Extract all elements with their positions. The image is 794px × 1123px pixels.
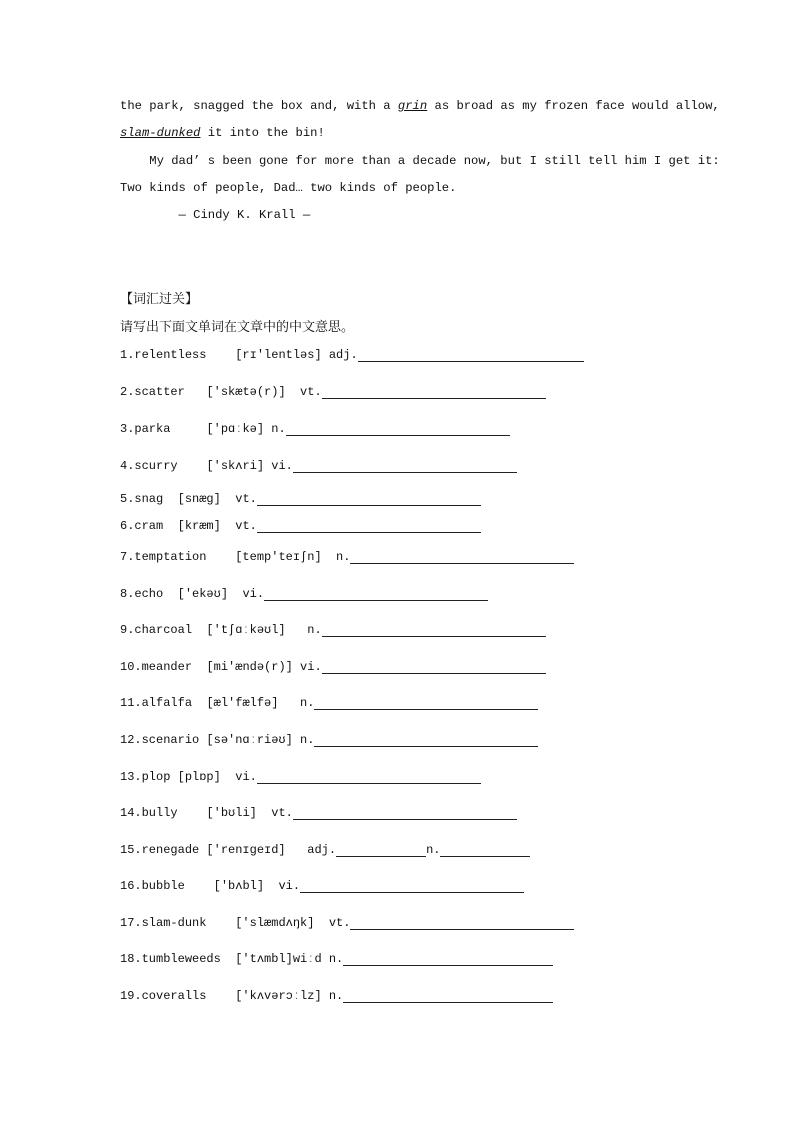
vocab-word: parka — [134, 422, 171, 436]
answer-blank[interactable] — [322, 661, 546, 674]
vocab-word: coveralls — [141, 989, 207, 1003]
vocab-word: scenario — [141, 733, 200, 747]
vocab-item — [120, 768, 481, 784]
answer-blank[interactable] — [350, 917, 574, 930]
vocab-item — [120, 987, 553, 1003]
vocab-part-of-speech: n. — [285, 623, 322, 637]
vocab-word: alfalfa — [141, 696, 193, 710]
vocab-word: plop — [141, 770, 171, 784]
answer-blank[interactable] — [257, 520, 481, 533]
vocab-phonetic: ['skʌri] — [206, 459, 265, 473]
vocab-spacer — [206, 348, 235, 362]
vocab-spacer — [199, 843, 206, 857]
vocab-item — [120, 950, 553, 966]
vocab-number: 2. — [120, 385, 135, 399]
vocab-part-of-speech: vt. — [256, 806, 293, 820]
vocab-phonetic: [rɪ'lentləs] — [235, 348, 322, 362]
answer-blank[interactable] — [440, 844, 530, 857]
vocab-part-of-speech: n. — [292, 733, 315, 747]
vocab-number: 4. — [120, 459, 135, 473]
answer-blank[interactable] — [322, 386, 546, 399]
vocab-number: 10. — [120, 660, 142, 674]
answer-blank[interactable] — [358, 349, 584, 362]
vocab-number: 1. — [120, 348, 135, 362]
vocab-phonetic: ['tʃɑːkəʊl] — [206, 623, 286, 637]
vocab-phonetic: [kræm] — [177, 519, 221, 533]
vocab-spacer — [178, 806, 207, 820]
vocab-item — [120, 914, 574, 930]
vocab-part-of-speech: vt. — [220, 492, 257, 506]
vocab-word: echo — [134, 587, 164, 601]
vocab-spacer — [206, 989, 235, 1003]
vocab-phonetic: ['renɪgeɪd] — [206, 843, 286, 857]
vocab-spacer — [163, 492, 177, 506]
vocab-item — [120, 658, 546, 674]
vocab-word: scurry — [134, 459, 178, 473]
vocab-phonetic: ['bʌbl] — [213, 879, 265, 893]
vocab-part-of-speech: adj. — [285, 843, 337, 857]
vocab-word: renegade — [141, 843, 200, 857]
answer-blank[interactable] — [336, 844, 426, 857]
vocab-number: 7. — [120, 550, 135, 564]
passage-line-2 — [120, 125, 325, 141]
vocab-item — [120, 548, 574, 564]
vocab-number: 13. — [120, 770, 142, 784]
vocab-number: 3. — [120, 422, 135, 436]
vocab-spacer — [192, 660, 206, 674]
vocab-phonetic: ['slæmdʌŋk] — [235, 916, 315, 930]
answer-blank[interactable] — [343, 953, 553, 966]
vocab-part-of-speech: n. — [321, 550, 351, 564]
vocab-phonetic: [sə'nɑːriəʊ] — [206, 733, 293, 747]
vocab-word: temptation — [134, 550, 207, 564]
answer-blank[interactable] — [343, 990, 553, 1003]
vocab-part-of-speech: adj. — [321, 348, 358, 362]
vocab-part-of-speech: n. — [264, 422, 286, 436]
answer-blank[interactable] — [293, 460, 517, 473]
vocab-spacer — [221, 952, 235, 966]
vocab-phonetic: [æl'fælfə] — [206, 696, 279, 710]
vocab-word: scatter — [134, 385, 185, 399]
vocab-phonetic: ['bʊli] — [206, 806, 257, 820]
vocab-phonetic: ['tʌmbl]wiːd — [235, 952, 322, 966]
vocab-item — [120, 420, 510, 436]
vocab-spacer — [170, 422, 206, 436]
vocab-spacer — [178, 459, 207, 473]
vocab-item — [120, 585, 488, 601]
section-instruction: 请写出下面文单词在文章中的中文意思。 — [120, 320, 355, 335]
vocab-part-of-speech: vi. — [220, 770, 257, 784]
vocab-item — [120, 731, 538, 747]
vocab-part-of-speech: n. — [321, 989, 344, 1003]
answer-blank[interactable] — [257, 493, 481, 506]
vocab-number: 16. — [120, 879, 142, 893]
vocab-number: 14. — [120, 806, 142, 820]
vocab-item — [120, 694, 538, 710]
vocab-number: 18. — [120, 952, 142, 966]
vocab-item — [120, 621, 546, 637]
vocab-number: 15. — [120, 843, 142, 857]
answer-blank[interactable] — [300, 880, 524, 893]
answer-blank[interactable] — [264, 588, 488, 601]
vocab-phonetic: [temp'teɪʃn] — [235, 550, 322, 564]
vocab-item — [120, 804, 517, 820]
vocab-word: tumbleweeds — [141, 952, 221, 966]
vocab-item — [120, 383, 546, 399]
vocab-part-of-speech: vi. — [228, 587, 265, 601]
vocab-spacer — [199, 733, 206, 747]
vocab-spacer — [163, 519, 177, 533]
vocab-word: snag — [134, 492, 164, 506]
vocab-phonetic: ['kʌvərɔːlz] — [235, 989, 322, 1003]
vocab-phonetic: [mi'ændə(r)] — [206, 660, 293, 674]
vocab-part-of-speech: vi. — [264, 459, 293, 473]
answer-blank[interactable] — [314, 697, 538, 710]
vocab-number: 6. — [120, 519, 135, 533]
vocab-word: bully — [141, 806, 178, 820]
vocab-spacer — [163, 587, 177, 601]
vocab-part-of-speech: vt. — [285, 385, 322, 399]
vocab-word: slam-dunk — [141, 916, 207, 930]
passage-text: as broad as my frozen face would allow, — [427, 99, 720, 113]
vocab-part-of-speech: vt. — [314, 916, 351, 930]
vocab-phonetic: [plɒp] — [177, 770, 221, 784]
answer-blank[interactable] — [286, 423, 510, 436]
vocab-spacer — [185, 879, 214, 893]
highlighted-word: slam-dunked — [120, 126, 201, 140]
vocab-part-of-speech: vi. — [292, 660, 322, 674]
vocab-spacer — [206, 916, 235, 930]
vocab-spacer — [192, 623, 206, 637]
vocab-number: 12. — [120, 733, 142, 747]
answer-blank[interactable] — [350, 551, 574, 564]
vocab-phonetic: ['ekəʊ] — [177, 587, 229, 601]
vocab-part-of-speech: vi. — [264, 879, 301, 893]
vocab-item — [120, 490, 481, 506]
vocab-part-of-speech: n. — [278, 696, 315, 710]
vocab-word: meander — [141, 660, 193, 674]
passage-text: it into the bin! — [200, 126, 325, 140]
vocab-item — [120, 877, 524, 893]
section-title: 【词汇过关】 — [120, 292, 199, 307]
signature: — Cindy K. Krall — — [120, 208, 311, 222]
vocab-part-of-speech: vt. — [220, 519, 257, 533]
vocab-phonetic: ['skætə(r)] — [206, 385, 286, 399]
vocab-part-of-speech: n. — [321, 952, 344, 966]
vocab-number: 19. — [120, 989, 142, 1003]
vocab-number: 9. — [120, 623, 135, 637]
vocab-word: bubble — [141, 879, 185, 893]
passage-line-4: Two kinds of people, Dad… two kinds of people. — [120, 181, 457, 195]
passage-line-3: My dad’ s been gone for more than a decade now, but I still tell him I get it: — [120, 154, 720, 168]
vocab-spacer — [192, 696, 206, 710]
vocab-item — [120, 346, 584, 362]
vocab-number: 11. — [120, 696, 142, 710]
vocab-word: relentless — [134, 348, 207, 362]
vocab-item — [120, 841, 530, 857]
vocab-spacer — [170, 770, 177, 784]
vocab-spacer — [206, 550, 235, 564]
vocab-item — [120, 517, 481, 533]
vocab-number: 5. — [120, 492, 135, 506]
passage-line-1 — [120, 98, 720, 114]
vocab-number: 17. — [120, 916, 142, 930]
answer-blank[interactable] — [314, 734, 538, 747]
vocab-phonetic: ['pɑːkə] — [206, 422, 265, 436]
vocab-word: charcoal — [134, 623, 193, 637]
highlighted-word: grin — [397, 99, 428, 113]
vocab-item — [120, 457, 517, 473]
vocab-number: 8. — [120, 587, 135, 601]
vocab-word: cram — [134, 519, 164, 533]
answer-blank[interactable] — [322, 624, 546, 637]
passage-text: the park, snagged the box and, with a — [120, 99, 398, 113]
vocab-spacer — [185, 385, 207, 399]
answer-blank[interactable] — [293, 807, 517, 820]
vocab-part-of-speech-2: n. — [426, 843, 441, 857]
answer-blank[interactable] — [257, 771, 481, 784]
vocab-phonetic: [snæg] — [177, 492, 221, 506]
